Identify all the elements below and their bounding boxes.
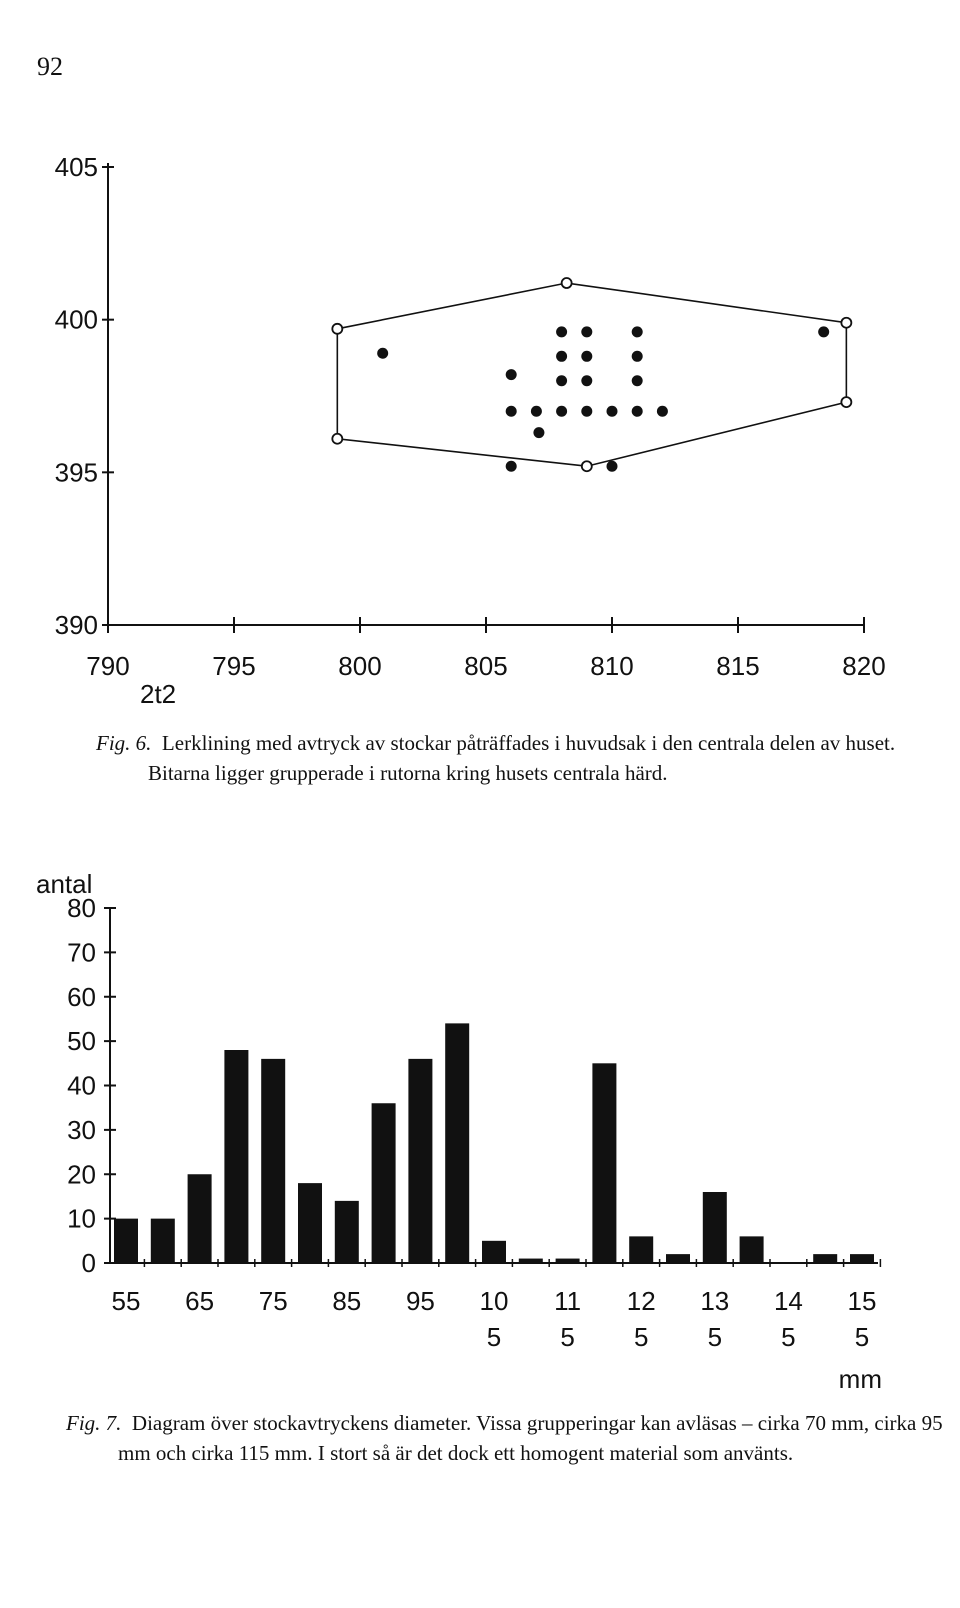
y-tick-label: 70 — [67, 937, 96, 968]
x-tick-label-line2: 5 — [633, 1322, 649, 1352]
x-tick-label: 805 — [464, 651, 508, 681]
x-tick-label: 810 — [590, 651, 634, 681]
x-tick-label-line2: 5 — [854, 1322, 870, 1352]
x-tick-label: 12 — [626, 1286, 656, 1316]
figure7-caption-label: Fig. 7. — [66, 1411, 122, 1435]
y-tick-label: 390 — [54, 610, 98, 640]
x-tick-label: 14 — [773, 1286, 803, 1316]
x-tick-label: 55 — [111, 1286, 141, 1316]
x-tick-label: 800 — [338, 651, 382, 681]
x-tick-label: 15 — [847, 1286, 877, 1316]
figure7-caption — [66, 1408, 958, 1468]
x-sublabel: 2t2 — [140, 679, 177, 709]
y-tick-label: 405 — [54, 152, 98, 182]
x-tick-label: 75 — [258, 1286, 288, 1316]
x-tick-label: 85 — [332, 1286, 362, 1316]
bar — [703, 1192, 727, 1263]
bar — [482, 1241, 506, 1263]
y-axis-title: antal — [36, 869, 93, 899]
page-number: 92 — [37, 52, 63, 81]
bar — [224, 1050, 248, 1263]
y-tick-label: 80 — [67, 893, 96, 923]
x-tick-label: 790 — [86, 651, 130, 681]
bar — [556, 1259, 580, 1263]
x-tick-label: 10 — [479, 1286, 509, 1316]
bar — [666, 1254, 690, 1263]
x-tick-label-line2: 5 — [486, 1322, 502, 1352]
bar — [740, 1236, 764, 1263]
y-tick-label: 40 — [67, 1070, 96, 1101]
x-tick-label-line2: 5 — [707, 1322, 723, 1352]
bar — [151, 1219, 175, 1263]
x-tick-label: 820 — [842, 651, 886, 681]
x-tick-label-line2: 5 — [560, 1322, 575, 1352]
figure6-caption-label: Fig. 6. — [96, 731, 152, 755]
x-tick-label: 65 — [185, 1286, 215, 1316]
x-tick-label: 815 — [716, 651, 760, 681]
figure6-caption-text: Lerklining med avtryck av stockar påträffades i huvudsak i den centrala delen av huset. Bitarna ligger grupperade i rutorna kring husets centrala härd. — [148, 731, 896, 785]
y-tick-label: 50 — [67, 1026, 96, 1057]
bar — [114, 1219, 138, 1263]
y-tick-label: 395 — [54, 457, 98, 488]
bar — [629, 1236, 653, 1263]
x-tick-label: 13 — [700, 1286, 730, 1316]
bar — [850, 1254, 874, 1263]
y-tick-label: 400 — [54, 304, 98, 335]
bar — [188, 1174, 212, 1263]
y-tick-label: 60 — [67, 981, 96, 1012]
x-tick-label: 11 — [554, 1286, 582, 1316]
bar — [519, 1259, 543, 1263]
bar — [813, 1254, 837, 1263]
bar — [592, 1063, 616, 1263]
x-axis-title: mm — [838, 1364, 882, 1394]
y-tick-label: 30 — [67, 1114, 96, 1145]
figure7-caption-text: Diagram över stockavtryckens diameter. Vissa grupperingar kan avläsas – cirka 70 mm, cirka 95 mm och cirka 115 mm. I stort så är det dock ett homogent material som använts. — [118, 1411, 943, 1465]
bar — [372, 1103, 396, 1263]
bar — [445, 1023, 469, 1263]
y-tick-label: 10 — [67, 1203, 96, 1234]
x-tick-label-line2: 5 — [781, 1322, 796, 1352]
y-tick-label: 20 — [67, 1159, 96, 1190]
bar — [408, 1059, 432, 1263]
x-tick-label: 795 — [212, 651, 256, 681]
x-tick-label: 95 — [405, 1286, 435, 1316]
bar — [335, 1201, 359, 1263]
y-tick-label: 0 — [81, 1248, 96, 1278]
bar — [298, 1183, 322, 1263]
bar — [261, 1059, 285, 1263]
